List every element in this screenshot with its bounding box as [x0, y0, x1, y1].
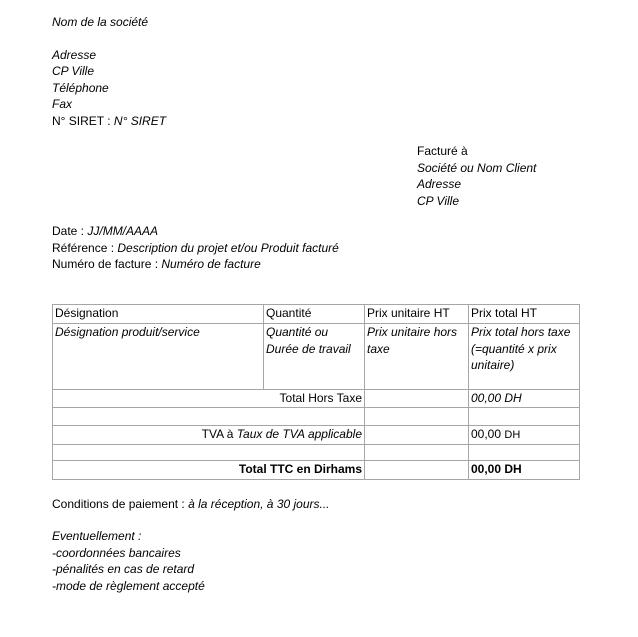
list-item: -coordonnées bancaires: [52, 545, 181, 560]
siret-label: N° SIRET :: [52, 113, 114, 128]
date-value: JJ/MM/AAAA: [87, 224, 159, 238]
tva-prefix: TVA à: [201, 427, 237, 441]
header-quantity: Quantité: [264, 305, 365, 324]
total-label: Total TTC en Dirhams: [53, 461, 365, 480]
spacer-row: [53, 408, 580, 426]
tva-empty-cell: [365, 426, 469, 445]
company-fax: Fax: [52, 97, 73, 111]
total-empty-cell: [365, 461, 469, 480]
tva-value-unit: DH: [504, 429, 521, 441]
item-quantity-line1: Quantité ou: [266, 325, 329, 339]
tva-rate: Taux de TVA applicable: [236, 427, 362, 441]
list-item: -pénalités en cas de retard: [52, 562, 195, 576]
item-unit-price-line1: Prix unitaire hors: [367, 325, 458, 339]
date-line: [52, 223, 339, 240]
reference-value: Description du projet et/ou Produit facturé: [117, 240, 339, 255]
item-total-price: [469, 324, 580, 390]
tva-value-number: 00,00: [471, 427, 505, 441]
item-designation: Désignation produit/service: [53, 324, 264, 390]
siret-value: N° SIRET: [113, 113, 167, 128]
reference-line: [52, 240, 339, 257]
invoice-number-label: Numéro de facture :: [52, 257, 162, 271]
item-unit-price: [365, 324, 469, 390]
table-header-row: [53, 305, 580, 324]
tva-value: [469, 426, 580, 445]
invoice-references: [52, 223, 339, 273]
header-total-price: Prix total HT: [469, 305, 580, 324]
recipient-city: CP Ville: [417, 193, 460, 208]
company-name: Nom de la société: [52, 15, 149, 29]
company-siret: [52, 113, 166, 130]
company-block: [52, 14, 166, 129]
invoice-number-line: [52, 256, 339, 273]
company-city: CP Ville: [52, 64, 95, 78]
item-quantity-line2: Durée de travail: [266, 341, 351, 356]
date-label: Date :: [52, 224, 88, 238]
reference-label: Référence :: [52, 240, 118, 255]
subtotal-row: [53, 390, 580, 408]
conditions-label: Conditions de paiement :: [52, 497, 189, 511]
conditions-value: à la réception, à 30 jours...: [188, 497, 330, 511]
header-unit-price: Prix unitaire HT: [365, 305, 469, 324]
header-designation: Désignation: [53, 305, 264, 324]
optional-notes: [52, 528, 205, 594]
item-total-line2: (=quantité x prix: [471, 341, 557, 356]
item-total-line3: unitaire): [471, 358, 515, 372]
item-unit-price-line2: taxe: [367, 341, 390, 356]
tva-label: [53, 426, 365, 445]
recipient-heading: Facturé à: [417, 144, 468, 158]
subtotal-value: 00,00 DH: [469, 390, 580, 408]
payment-conditions: [52, 496, 330, 513]
company-address: Adresse: [52, 47, 97, 62]
recipient-address: Adresse: [417, 177, 462, 191]
list-item: -mode de règlement accepté: [52, 578, 205, 593]
total-row: [53, 461, 580, 480]
item-quantity: [264, 324, 365, 390]
invoice-table: [52, 304, 580, 480]
table-row: [53, 324, 580, 390]
recipient-client: Société ou Nom Client: [417, 160, 537, 175]
subtotal-label: Total Hors Taxe: [53, 390, 365, 408]
notes-heading: Eventuellement :: [52, 529, 142, 543]
spacer-row: [53, 445, 580, 461]
company-phone: Téléphone: [52, 80, 109, 95]
tva-row: [53, 426, 580, 445]
total-value: 00,00 DH: [469, 461, 580, 480]
subtotal-empty-cell: [365, 390, 469, 408]
invoice-number-value: Numéro de facture: [161, 257, 261, 271]
item-total-line1: Prix total hors taxe: [471, 325, 571, 339]
recipient-block: [417, 143, 536, 209]
